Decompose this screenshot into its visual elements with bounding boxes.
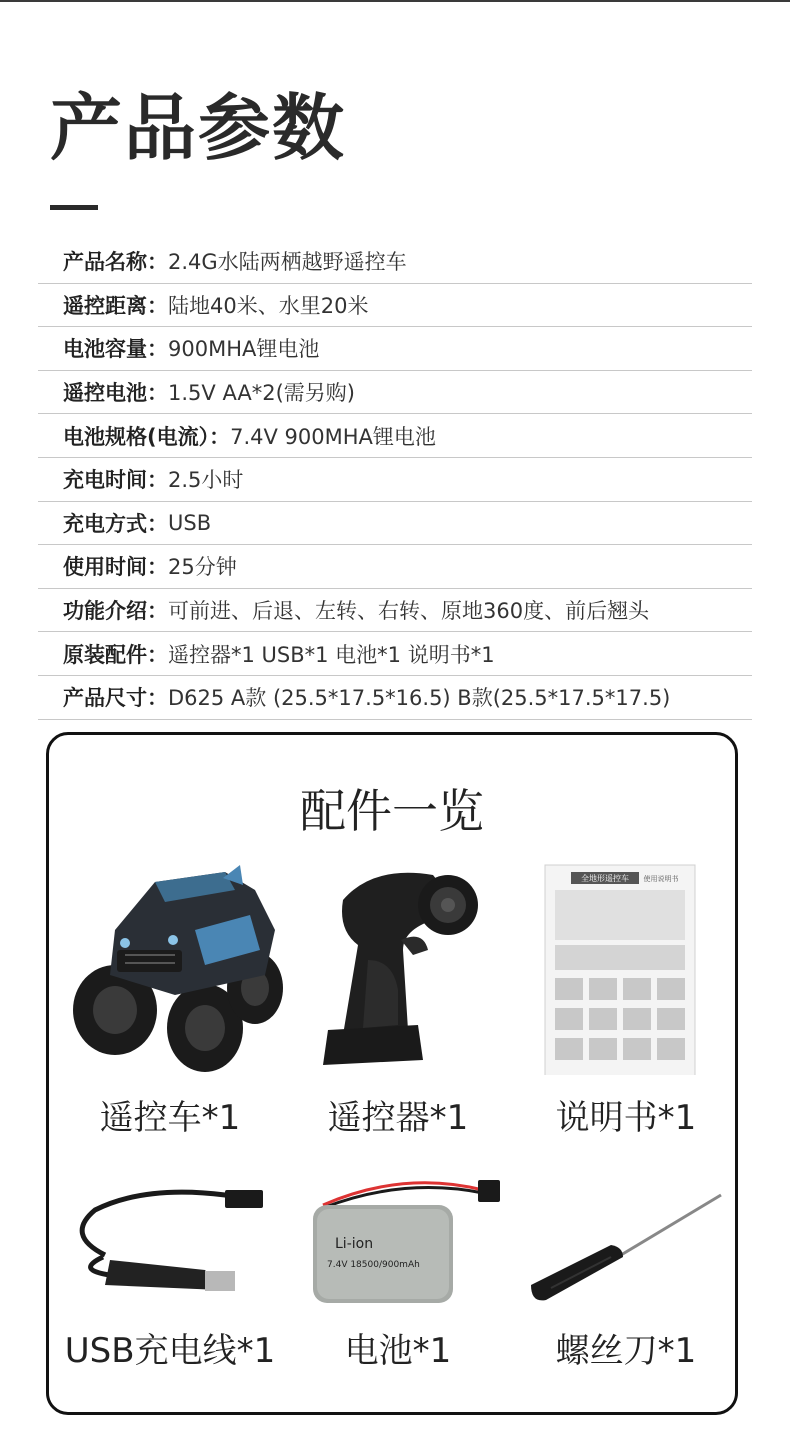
spec-value: 遥控器*1 USB*1 电池*1 说明书*1 [168,642,495,667]
manual-header: 全地形遥控车 [581,874,629,883]
spec-label: 功能介绍： [63,599,168,624]
spec-label: 遥控距离： [63,293,168,318]
spec-row [38,545,752,589]
battery-icon [283,1175,513,1315]
spec-label: 遥控电池： [63,381,168,406]
battery-brand: Li-ion [335,1236,374,1252]
accessory-label: 螺丝刀*1 [555,1331,697,1371]
spec-table [38,240,752,720]
battery-spec: 7.4V 18500/900mAh [327,1260,420,1270]
spec-label: 充电方式： [63,511,168,536]
title-underline [50,205,98,210]
spec-value: 25分钟 [168,555,237,580]
spec-row [38,589,752,633]
spec-label: 使用时间： [63,555,168,580]
spec-value: 2.5小时 [168,468,244,493]
screwdriver-icon [511,1175,741,1315]
top-border [0,0,790,2]
spec-value: 陆地40米、水里20米 [168,293,369,318]
spec-row [38,676,752,720]
accessory-label: 说明书*1 [555,1098,697,1138]
spec-value: 可前进、后退、左转、右转、原地360度、前后翘头 [168,599,650,624]
spec-label: 电池容量： [63,337,168,362]
manual-icon [511,860,741,1075]
manual-subheader: 使用说明书 [643,875,679,883]
spec-value: 2.4G水陆两栖越野遥控车 [168,250,407,275]
accessories-title: 配件一览 [300,784,484,838]
accessory-label: 电池*1 [344,1331,452,1371]
usb-cable-icon [55,1175,285,1315]
accessory-label: 遥控车*1 [99,1098,241,1138]
spec-label: 电池规格(电流）： [63,424,231,449]
accessories-panel [46,732,738,1415]
spec-row [38,240,752,284]
spec-row [38,284,752,328]
rc-car-icon [55,860,285,1075]
spec-value: 7.4V 900MHA锂电池 [230,424,436,449]
spec-label: 原装配件： [63,642,168,667]
spec-row [38,327,752,371]
page-title: 产品参数 [50,86,347,170]
spec-value: USB [168,510,212,535]
spec-label: 充电时间： [63,468,168,493]
spec-value: 900MHA锂电池 [168,337,320,362]
spec-row [38,458,752,502]
remote-controller-icon [283,860,513,1075]
spec-label: 产品名称： [63,250,168,275]
spec-label: 产品尺寸： [63,686,168,711]
accessory-label: 遥控器*1 [327,1098,469,1138]
spec-row [38,632,752,676]
spec-value: 1.5V AA*2(需另购) [168,381,356,406]
spec-row [38,502,752,546]
spec-row [38,371,752,415]
accessory-label: USB充电线*1 [64,1331,276,1371]
spec-row [38,414,752,458]
spec-value: D625 A款 (25.5*17.5*16.5) B款(25.5*17.5*17.5) [168,686,671,711]
